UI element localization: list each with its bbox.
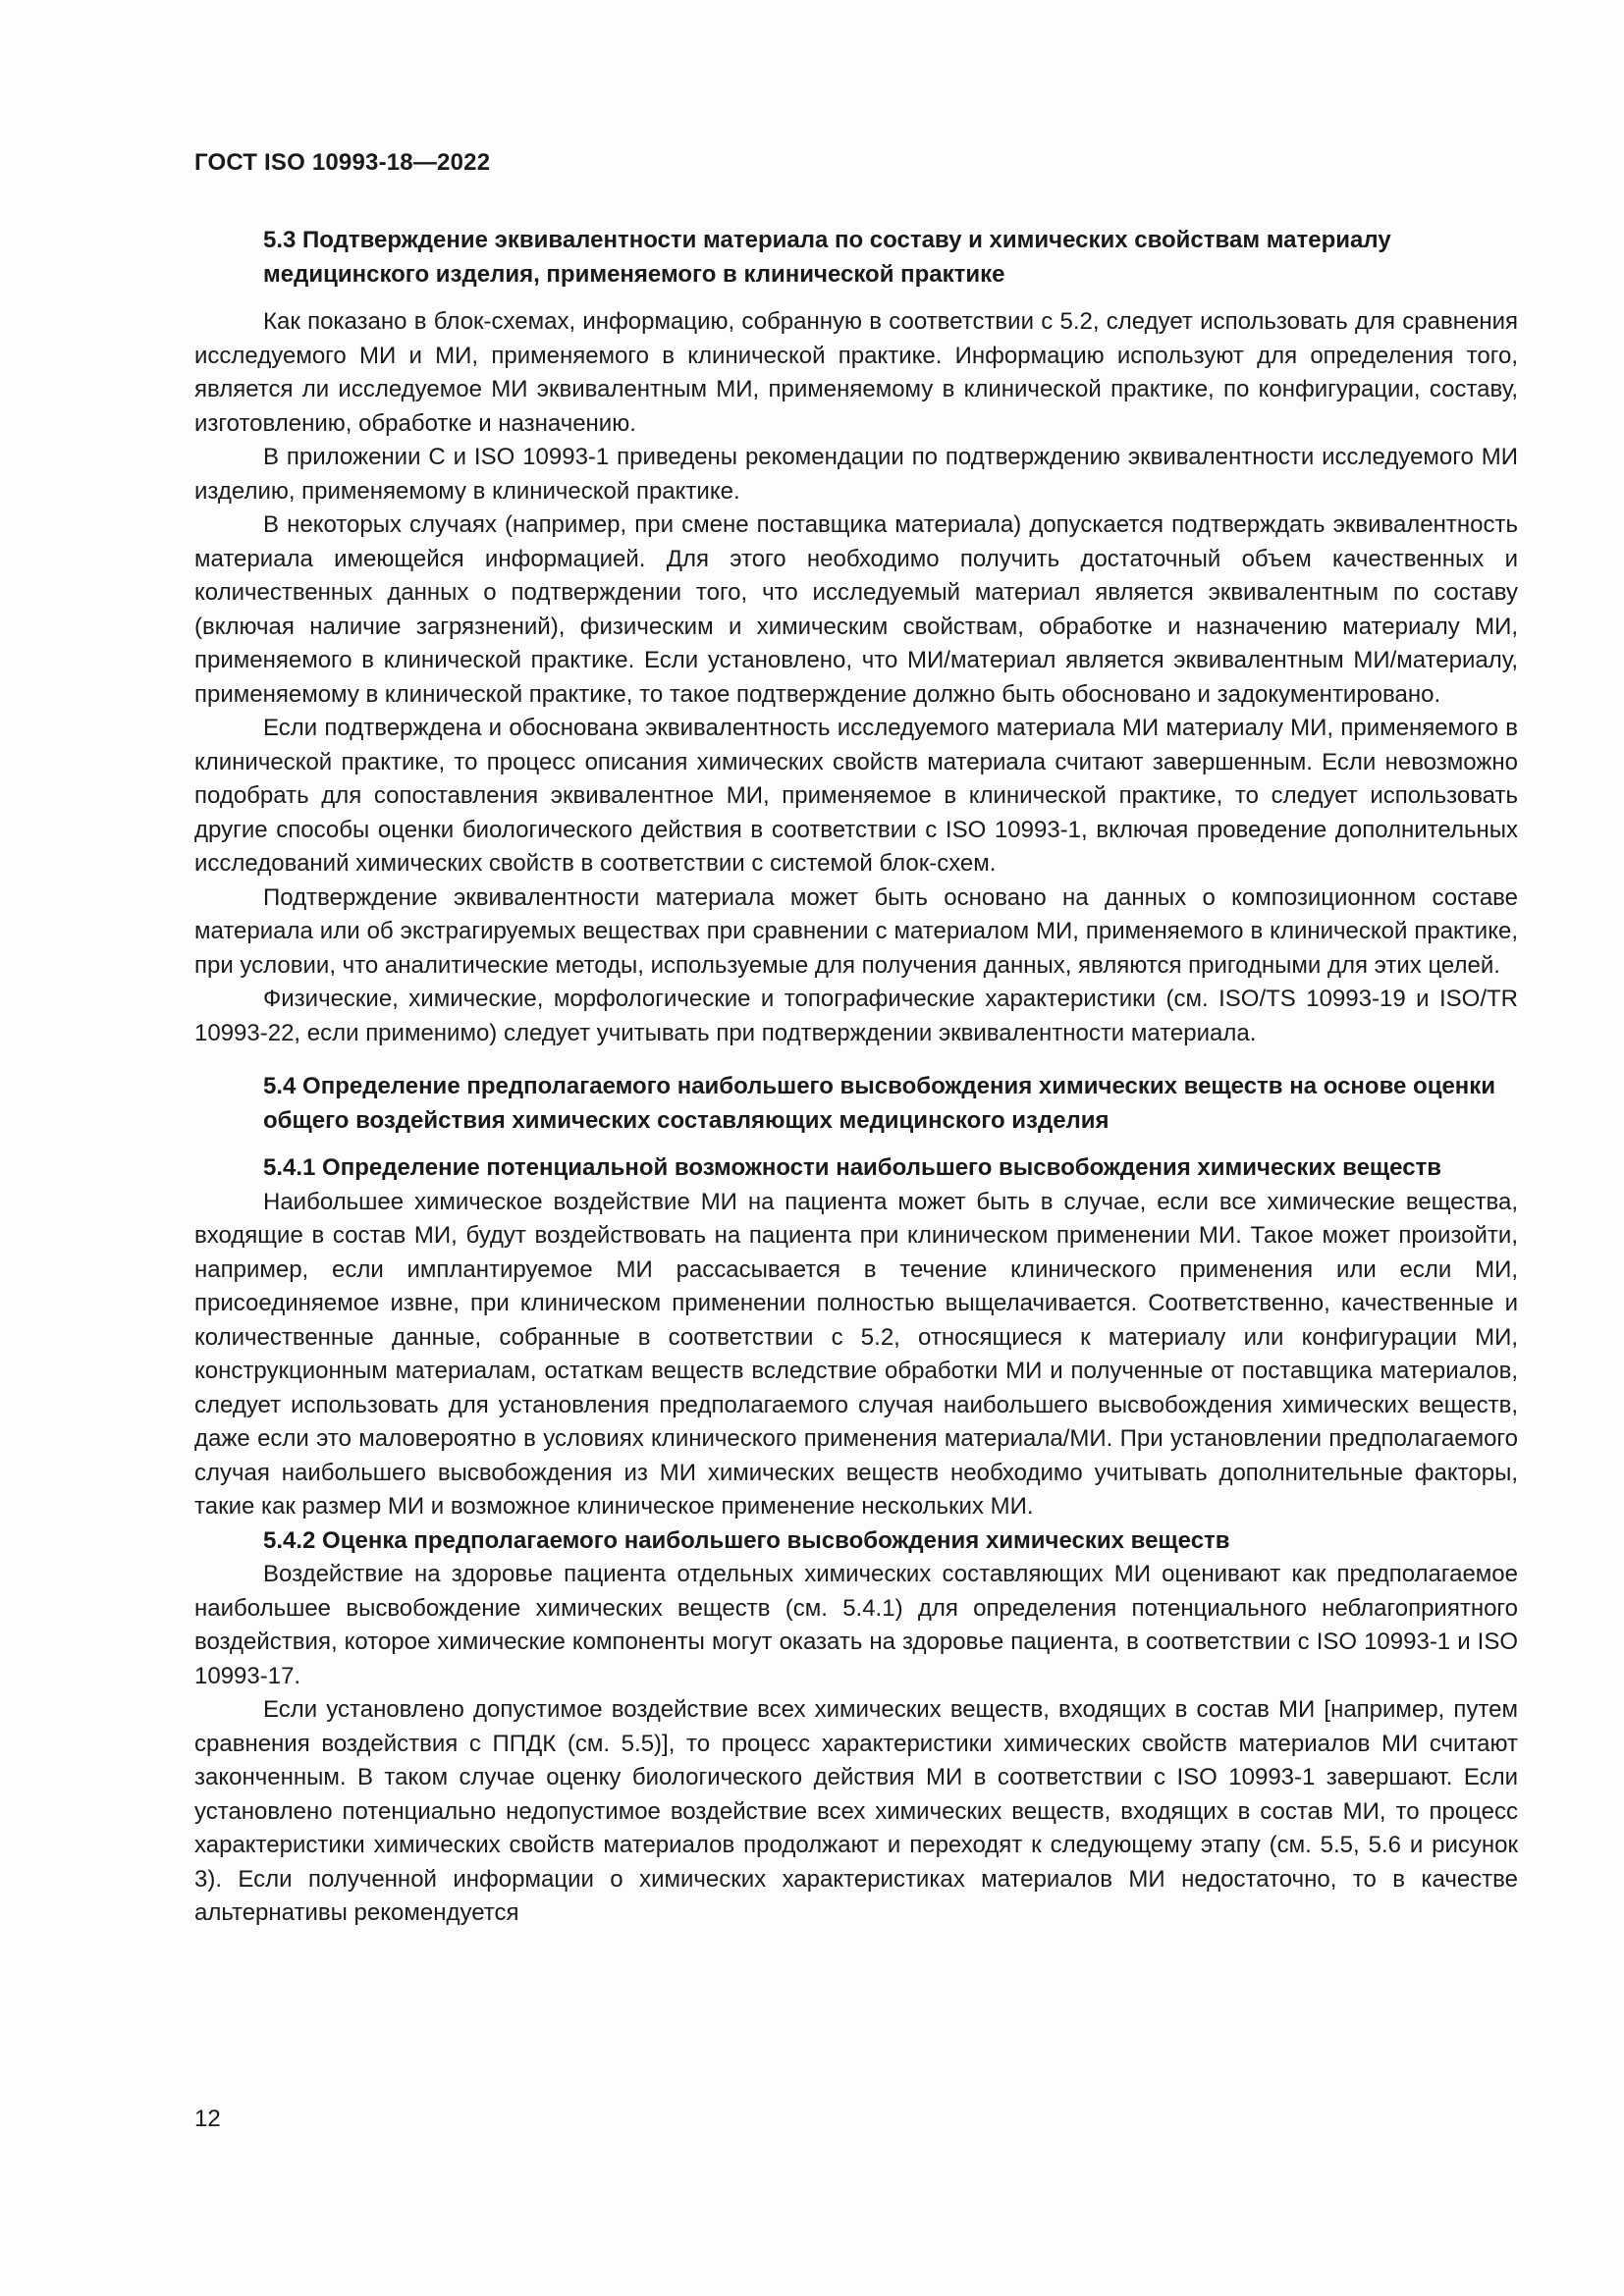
- document-header: ГОСТ ISO 10993-18—2022: [194, 149, 491, 176]
- paragraph: Подтверждение эквивалентности материала может быть основано на данных о композиционном составе материала или об экстрагируемых веществах при сравнении с материалом МИ, применяемого в клинической практике, при условии, что аналитические методы, используемые для получения данных, являются пригодными для этих целей.: [194, 883, 1518, 979]
- paragraph: Физические, химические, морфологические и топографические характеристики (см. ISO/TS 10993-19 и ISO/TR 10993-22, если применимо) следует учитывать при подтверждении эквивалентности материала.: [194, 986, 1518, 1046]
- document-body: [194, 224, 1518, 1931]
- paragraph: Если подтверждена и обоснована эквивалентность исследуемого материала МИ материалу МИ, применяемого в клинической практике, то процесс описания химических свойств материала считают завершенным. Если невозможно подобрать для сопоставления эквивалентное МИ, применяемое в клинической практике, то следует использовать другие способы оценки биологического действия в соответствии с ISO 10993-1, включая проведение дополнительных исследований химических свойств в соответствии с системой блок-схем.: [194, 715, 1518, 877]
- section-5-4-heading: 5.4 Определение предполагаемого наибольшего высвобождения химических веществ на основе оценки общего воздействия химических составляющих медицинского изделия: [263, 1073, 1496, 1134]
- subsection-5-4-2-heading: 5.4.2 Оценка предполагаемого наибольшего высвобождения химических веществ: [263, 1526, 1230, 1554]
- page-number: 12: [194, 2106, 221, 2132]
- paragraph: В некоторых случаях (например, при смене поставщика материала) допускается подтверждать эквивалентность материала имеющейся информацией. Для этого необходимо получить достаточный объем качественных и количественных данных о подтверждении того, что исследуемый материал является эквивалентным по составу (включая наличие загрязнений), физическим и химическим свойствам, обработке и назначению материалу МИ, применяемого в клинической практике. Если установлено, что МИ/материал является эквивалентным МИ/материалу, применяемому в клинической практике, то такое подтверждение должно быть обосновано и задокументировано.: [194, 511, 1518, 708]
- subsection-5-4-1-heading: 5.4.1 Определение потенциальной возможности наибольшего высвобождения химических веществ: [263, 1154, 1442, 1181]
- section-5-3-heading: 5.3 Подтверждение эквивалентности материала по составу и химических свойствам материалу медицинского изделия, применяемого в клинической практике: [263, 227, 1391, 288]
- paragraph: Если установлено допустимое воздействие всех химических веществ, входящих в состав МИ [например, путем сравнения воздействия с ППДК (см. 5.5)], то процесс характеристики химических свойств материалов МИ считают законченным. В таком случае оценку биологического действия МИ в соответствии с ISO 10993-1 завершают. Если установлено потенциально недопустимое воздействие всех химических веществ, входящих в состав МИ, то процесс характеристики химических свойств материалов продолжают и переходят к следующему этапу (см. 5.5, 5.6 и рисунок 3). Если полученной информации о химических характеристиках материалов МИ недостаточно, то в качестве альтернативы рекомендуется: [194, 1696, 1518, 1926]
- paragraph: В приложении С и ISO 10993-1 приведены рекомендации по подтверждению эквивалентности исследуемого МИ изделию, применяемому в клинической практике.: [194, 444, 1518, 505]
- paragraph: Наибольшее химическое воздействие МИ на пациента может быть в случае, если все химические вещества, входящие в состав МИ, будут воздействовать на пациента при клиническом применении МИ. Такое может произойти, например, если имплантируемое МИ рассасывается в течение клинического применения или если МИ, присоединяемое извне, при клиническом применении полностью выщелачивается. Соответственно, качественные и количественные данные, собранные в соответствии с 5.2, относящиеся к материалу или конфигурации МИ, конструкционным материалам, остаткам веществ вследствие обработки МИ и полученные от поставщика материалов, следует использовать для установления предполагаемого случая наибольшего высвобождения химических веществ, даже если это маловероятно в условиях клинического применения материала/МИ. При установлении предполагаемого случая наибольшего высвобождения из МИ химических веществ необходимо учитывать дополнительные факторы, такие как размер МИ и возможное клиническое применение нескольких МИ.: [194, 1188, 1518, 1520]
- paragraph: Как показано в блок-схемах, информацию, собранную в соответствии с 5.2, следует использовать для сравнения исследуемого МИ и МИ, применяемого в клинической практике. Информацию используют для определения того, является ли исследуемое МИ эквивалентным МИ, применяемому в клинической практике, по конфигурации, составу, изготовлению, обработке и назначению.: [194, 308, 1518, 437]
- paragraph: Воздействие на здоровье пациента отдельных химических составляющих МИ оценивают как предполагаемое наибольшее высвобождение химических веществ (см. 5.4.1) для определения потенциального неблагоприятного воздействия, которое химические компоненты могут оказать на здоровье пациента, в соответствии с ISO 10993-1 и ISO 10993-17.: [194, 1561, 1518, 1689]
